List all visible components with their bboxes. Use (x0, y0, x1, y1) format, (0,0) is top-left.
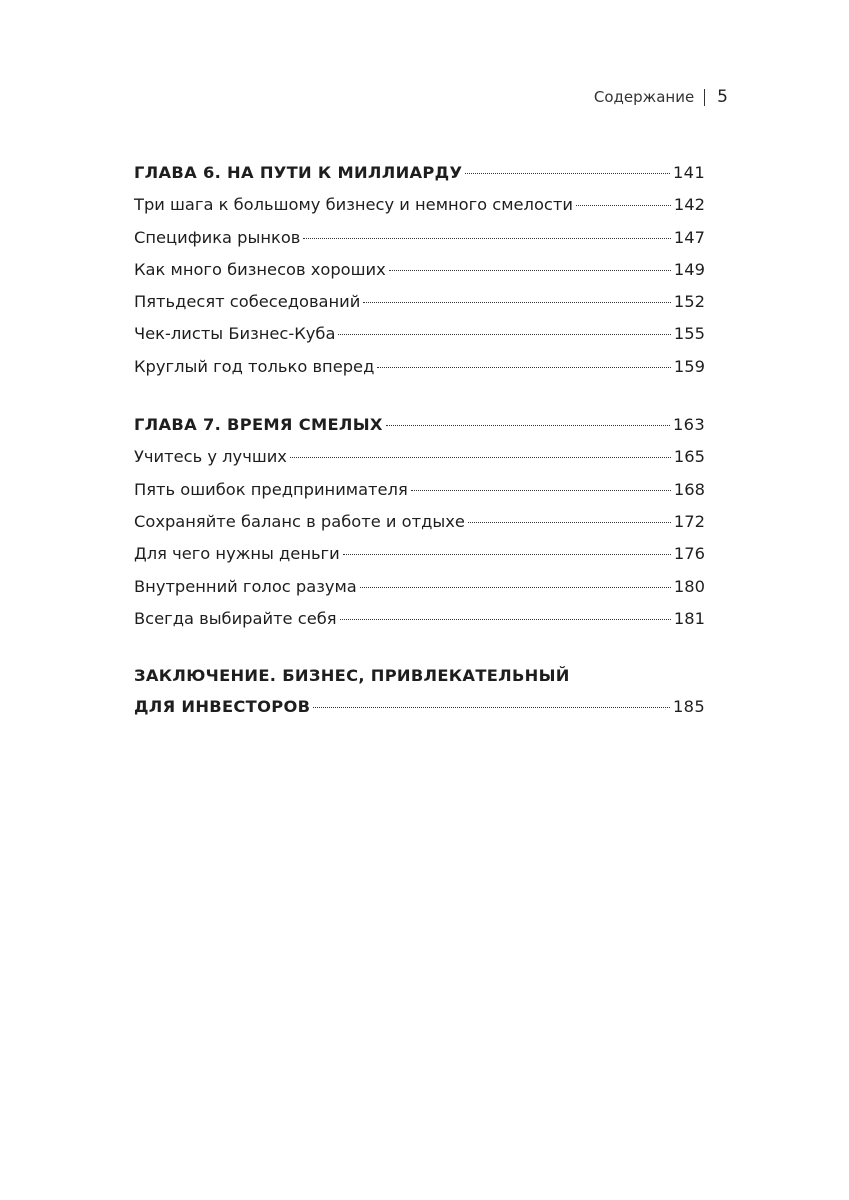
toc-chapter-heading[interactable] (134, 409, 705, 441)
header-divider (704, 89, 705, 106)
entry-title: Как много бизнесов хороших (134, 259, 386, 279)
dot-leader (338, 334, 670, 335)
toc-entry[interactable] (134, 571, 705, 603)
conclusion-heading[interactable] (134, 691, 705, 723)
dot-leader (377, 367, 671, 368)
entry-page: 176 (673, 544, 705, 564)
entry-title: Внутренний голос разума (134, 576, 357, 596)
chapter-page: 141 (673, 163, 705, 182)
dot-leader (290, 457, 671, 458)
entry-page: 180 (673, 576, 705, 596)
table-of-contents (134, 157, 705, 749)
dot-leader (360, 587, 671, 588)
dot-leader (576, 205, 671, 206)
conclusion-title-1: ЗАКЛЮЧЕНИЕ. БИЗНЕС, ПРИВЛЕКАТЕЛЬНЫЙ (134, 666, 570, 686)
dot-leader (303, 238, 671, 239)
page-number: 5 (717, 87, 728, 107)
entry-page: 142 (673, 195, 705, 215)
entry-title: Пять ошибок предпринимателя (134, 479, 408, 499)
entry-title: Всегда выбирайте себя (134, 608, 337, 628)
section-name: Содержание (593, 88, 695, 106)
dot-leader (313, 707, 670, 708)
toc-entry[interactable] (134, 318, 705, 350)
toc-entry[interactable] (134, 441, 705, 473)
toc-chapter-heading[interactable] (134, 157, 705, 189)
running-header (594, 87, 728, 107)
entry-page: 181 (673, 608, 705, 628)
dot-leader (389, 270, 671, 271)
entry-title: Учитесь у лучших (134, 447, 287, 467)
toc-entry[interactable] (134, 538, 705, 570)
dot-leader (465, 173, 670, 174)
entry-title: Специфика рынков (134, 227, 301, 247)
conclusion-title-2: ДЛЯ ИНВЕСТОРОВ (134, 697, 311, 717)
entry-title: Круглый год только вперед (134, 356, 375, 376)
entry-page: 159 (673, 356, 705, 376)
chapter-title: ГЛАВА 7. ВРЕМЯ СМЕЛЫХ (134, 415, 383, 435)
entry-page: 168 (673, 479, 705, 499)
entry-page: 172 (673, 511, 705, 531)
toc-entry[interactable] (134, 254, 705, 286)
entry-page: 149 (673, 259, 705, 279)
chapter-title: ГЛАВА 6. НА ПУТИ К МИЛЛИАРДУ (134, 163, 463, 182)
entry-title: Для чего нужны деньги (134, 544, 340, 564)
entry-page: 152 (673, 292, 705, 312)
toc-entry[interactable] (134, 506, 705, 538)
dot-leader (411, 490, 671, 491)
conclusion-page: 185 (673, 697, 705, 717)
entry-page: 155 (673, 324, 705, 344)
chapter-page: 163 (673, 415, 705, 435)
entry-title: Чек-листы Бизнес-Куба (134, 324, 336, 344)
dot-leader (340, 619, 671, 620)
toc-entry[interactable] (134, 286, 705, 318)
toc-entry[interactable] (134, 351, 705, 383)
entry-page: 165 (673, 447, 705, 467)
entry-page: 147 (673, 227, 705, 247)
chapter-7 (134, 409, 705, 635)
entry-title: Пятьдесят собеседований (134, 292, 361, 312)
entry-title: Три шага к большому бизнесу и немного смелости (134, 195, 573, 215)
entry-title: Сохраняйте баланс в работе и отдыхе (134, 511, 465, 531)
dot-leader (468, 522, 671, 523)
chapter-6 (134, 157, 705, 383)
dot-leader (386, 425, 670, 426)
dot-leader (363, 302, 671, 303)
toc-entry[interactable] (134, 189, 705, 221)
conclusion-title-line[interactable] (134, 661, 705, 691)
conclusion (134, 661, 705, 723)
toc-entry[interactable] (134, 474, 705, 506)
toc-entry[interactable] (134, 222, 705, 254)
dot-leader (343, 554, 671, 555)
toc-entry[interactable] (134, 603, 705, 635)
